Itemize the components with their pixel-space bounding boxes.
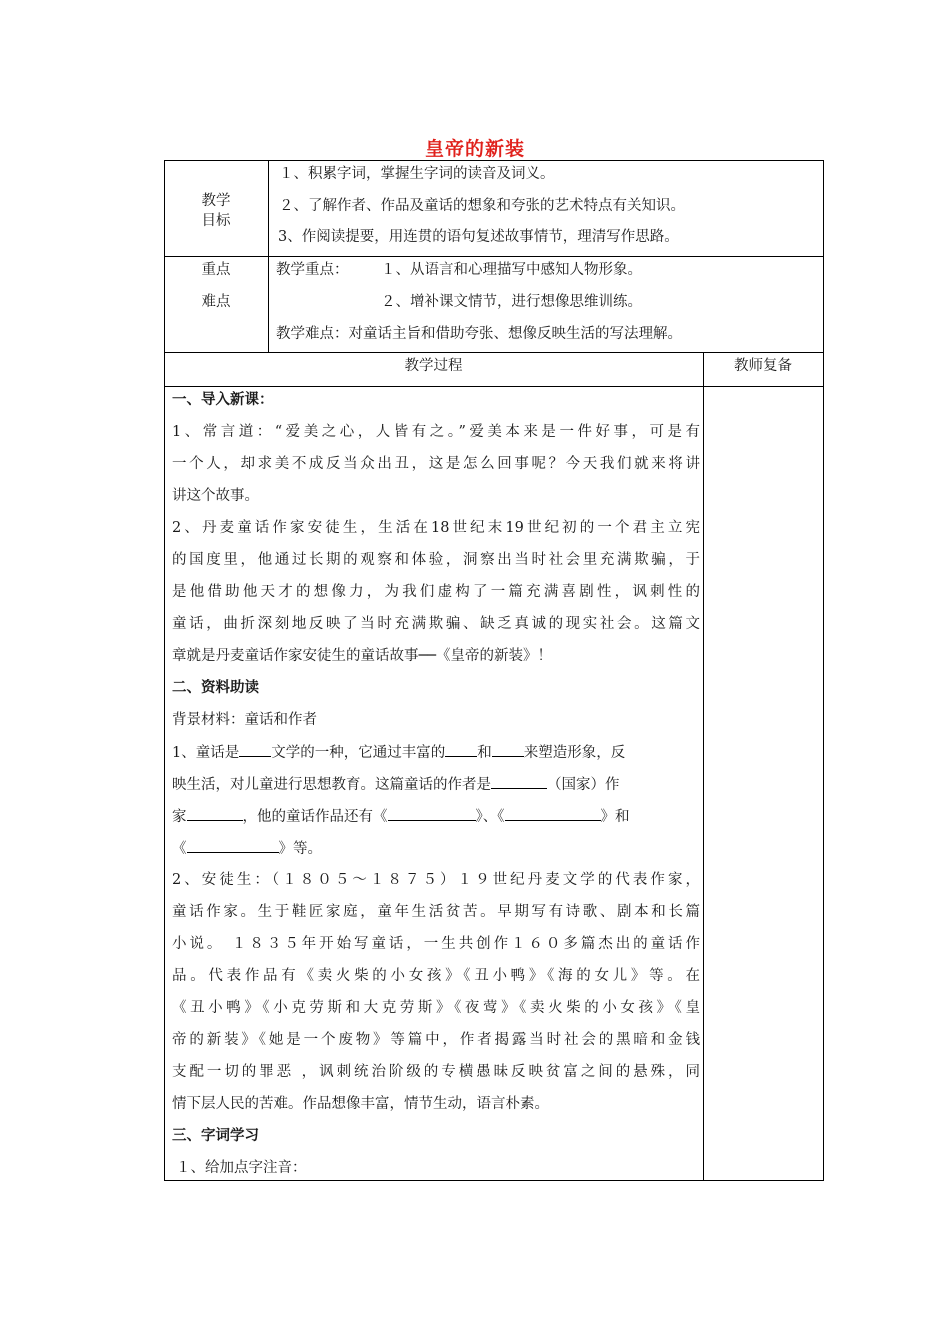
table-row-divider [164, 352, 824, 353]
question-text: 》等。 [278, 841, 322, 857]
paragraph-line: 是他借助他天才的想像力，为我们虚构了一篇充满喜剧性，讽刺性的 [172, 584, 700, 600]
fill-in-question [172, 774, 620, 795]
goals-label-line1: 教学 [201, 193, 231, 209]
answer-blank[interactable] [187, 838, 279, 853]
paragraph-line: 品。代表作品有《卖火柴的小女孩》《丑小鸭》《海的女儿》等。在 [172, 968, 700, 984]
table-border-top [164, 160, 824, 161]
answer-blank[interactable] [491, 774, 547, 789]
question-text: （国家）作 [547, 777, 620, 793]
answer-blank[interactable] [187, 806, 243, 821]
question-text: 文学的一种，它通过丰富的 [271, 745, 446, 761]
background-label: 背景材料：童话和作者 [172, 712, 317, 728]
table-row-divider [164, 386, 824, 387]
keypoints-label-line2: 难点 [201, 294, 231, 310]
process-header: 教学过程 [404, 358, 463, 374]
question-text: 和 [477, 745, 492, 761]
answer-blank[interactable] [239, 742, 271, 757]
focus-item: １、从语言和心理描写中感知人物形象。 [381, 262, 642, 278]
paragraph-line: 2、安徒生：（１８０５～１８７５）１９世纪丹麦文学的代表作家， [172, 872, 700, 888]
keypoints-label-line1: 重点 [201, 262, 231, 278]
goals-label-line2: 目标 [201, 213, 231, 229]
fill-in-question [172, 838, 322, 859]
answer-blank[interactable] [505, 806, 601, 821]
paragraph-line: 童话，曲折深刻地反映了当时充满欺骗、缺乏真诚的现实社会。这篇文 [172, 616, 700, 632]
fill-in-question [172, 742, 625, 763]
paragraph-line: 的国度里，他通过长期的观察和体验，洞察出当时社会里充满欺骗，于 [172, 552, 700, 568]
paragraph-line: 1、常言道：“爱美之心，人皆有之。”爱美本来是一件好事，可是有 [172, 424, 700, 440]
question-line: １、给加点字注音： [176, 1160, 307, 1176]
answer-blank[interactable] [445, 742, 477, 757]
table-border-bottom [164, 1180, 824, 1181]
paragraph-line: 2、丹麦童话作家安徒生，生活在18世纪末19世纪初的一个君主立宪 [172, 520, 700, 536]
question-text: 》、《 [475, 809, 505, 825]
table-border-left [164, 160, 165, 1181]
answer-blank[interactable] [492, 742, 524, 757]
goal-item: １、积累字词，掌握生字词的读音及词义。 [279, 166, 555, 182]
paragraph-line: 童话作家。生于鞋匠家庭，童年生活贫苦。早期写有诗歌、剧本和长篇 [172, 904, 700, 920]
question-text: 家 [172, 809, 187, 825]
paragraph-line: 小说。 １８３５年开始写童话，一生共创作１６０多篇杰出的童话作 [172, 936, 700, 952]
section-heading: 二、资料助读 [172, 680, 259, 696]
table-col-divider [268, 160, 269, 353]
table-border-right [823, 160, 824, 1181]
paragraph-line: 支配一切的罪恶 ，讽刺统治阶级的专横愚昧反映贫富之间的悬殊，同 [172, 1064, 700, 1080]
question-text: 》和 [600, 809, 630, 825]
document-title: 皇帝的新装 [424, 138, 525, 160]
table-col-divider [703, 352, 704, 1181]
goal-item: ２、了解作者、作品及童话的想象和夸张的艺术特点有关知识。 [279, 198, 685, 214]
focus-item: ２、增补课文情节，进行想像思维训练。 [381, 294, 642, 310]
question-text: 1、童话是 [172, 745, 240, 761]
focus-label: 教学重点： [276, 262, 349, 278]
difficulty-text: 教学难点：对童话主旨和借助夸张、想像反映生活的写法理解。 [276, 326, 682, 342]
paragraph-line: 章就是丹麦童话作家安徒生的童话故事──《皇帝的新装》！ [172, 648, 552, 664]
goal-item: 3、作阅读提要，用连贯的语句复述故事情节，理清写作思路。 [278, 229, 679, 245]
paragraph-line: 情下层人民的苦难。作品想像丰富，情节生动，语言朴素。 [172, 1096, 549, 1112]
question-text: 《 [172, 841, 187, 857]
answer-blank[interactable] [388, 806, 476, 821]
question-text: 映生活，对儿童进行思想教育。这篇童话的作者是 [172, 777, 491, 793]
question-text: ，他的童话作品还有《 [242, 809, 388, 825]
section-heading: 一、导入新课： [172, 392, 274, 408]
notes-header: 教师复备 [734, 358, 792, 374]
paragraph-line: 《丑小鸭》《小克劳斯和大克劳斯》《夜莺》《卖火柴的小女孩》《皇 [172, 1000, 700, 1016]
fill-in-question [172, 806, 630, 827]
paragraph-line: 帝的新装》《她是一个废物》等篇中，作者揭露当时社会的黑暗和金钱 [172, 1032, 700, 1048]
section-heading: 三、字词学习 [172, 1128, 259, 1144]
paragraph-line: 讲这个故事。 [172, 488, 259, 504]
table-row-divider [164, 256, 824, 257]
paragraph-line: 一个人，却求美不成反当众出丑，这是怎么回事呢？今天我们就来将讲 [172, 456, 700, 472]
question-text: 来塑造形象，反 [523, 745, 626, 761]
